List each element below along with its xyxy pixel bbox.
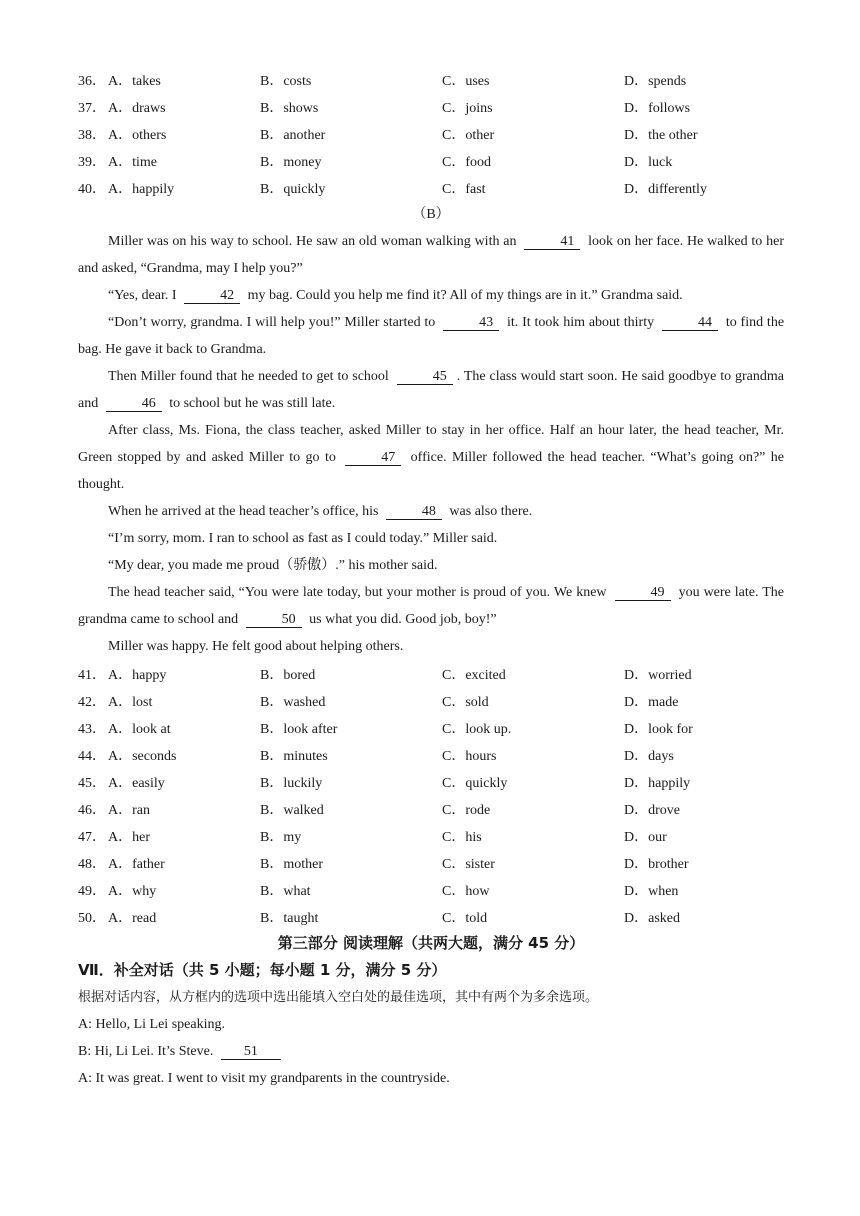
option-d: D．luck [624, 154, 673, 170]
passage-paragraph-2 [78, 282, 784, 309]
question-row-45 [78, 768, 784, 795]
option-a: A．time [108, 154, 157, 170]
option-d: D．when [624, 883, 679, 899]
option-c: C．rode [442, 802, 491, 818]
question-number: 37． [78, 100, 106, 116]
question-number: 39． [78, 154, 106, 170]
option-c: C．excited [442, 667, 506, 683]
option-b: B．my [260, 829, 302, 845]
passage-text: you were late. The grandma came to school and [78, 585, 785, 627]
option-d: D．our [624, 829, 667, 845]
question-row-36 [78, 66, 784, 93]
question-number: 41． [78, 667, 106, 683]
option-c: C．fast [442, 181, 486, 197]
blank-44: 44 [662, 315, 718, 331]
question-row-48 [78, 849, 784, 876]
blank-48: 48 [386, 504, 442, 520]
dialogue-line-2 [78, 1038, 784, 1065]
passage-text: office. Miller followed the head teacher. “What’s going on?” he thought. [78, 450, 784, 492]
passage-paragraph-1 [78, 228, 784, 282]
option-a: A．why [108, 883, 157, 899]
option-a: A．ran [108, 802, 150, 818]
option-c: C．hours [442, 748, 497, 764]
blank-41: 41 [524, 234, 580, 250]
passage-paragraph-5 [78, 417, 784, 498]
passage-text: “Don’t worry, grandma. I will help you!” Miller started to [108, 315, 436, 330]
option-a: A．happy [108, 667, 167, 683]
option-d: D．the other [624, 127, 698, 143]
option-b: B．mother [260, 856, 323, 872]
option-b: B．luckily [260, 775, 323, 791]
passage-text: After class, Ms. Fiona, the class teacher, asked Miller to stay in her office. Half an hour later, the head teacher, Mr. Green stopped by and asked Miller to go to [78, 423, 784, 465]
option-c: C．look up. [442, 721, 512, 737]
passage-paragraph-4 [78, 363, 784, 417]
option-d: D．worried [624, 667, 692, 683]
passage-text: When he arrived at the head teacher’s office, his [108, 504, 379, 519]
question-row-42 [78, 687, 784, 714]
passage-text: Then Miller found that he needed to get to school [108, 369, 389, 384]
part-3-heading: 第三部分 阅读理解（共两大题，满分 45 分） [277, 934, 585, 952]
exam-page [78, 66, 784, 1092]
option-c: C．food [442, 154, 491, 170]
passage-paragraph-7: “I’m sorry, mom. I ran to school as fast as I could today.” Miller said. [108, 531, 498, 546]
question-number: 40． [78, 181, 106, 197]
passage-text: was also there. [449, 504, 533, 519]
option-a: A．others [108, 127, 167, 143]
question-row-41 [78, 660, 784, 687]
question-row-40 [78, 174, 784, 201]
passage-text: The head teacher said, “You were late today, but your mother is proud of you. We knew [108, 585, 607, 600]
option-a: A．look at [108, 721, 171, 737]
option-d: D．spends [624, 73, 687, 89]
option-c: C．sold [442, 694, 489, 710]
option-b: B．minutes [260, 748, 328, 764]
blank-45: 45 [397, 369, 453, 385]
blank-51: 51 [221, 1044, 281, 1060]
option-c: C．quickly [442, 775, 508, 791]
option-a: A．easily [108, 775, 165, 791]
option-b: B．costs [260, 73, 312, 89]
section-7-instruction: 根据对话内容，从方框内的选项中选出能填入空白处的最佳选项，其中有两个为多余选项。 [78, 990, 599, 1005]
blank-43: 43 [443, 315, 499, 331]
blank-42: 42 [184, 288, 240, 304]
question-row-39 [78, 147, 784, 174]
option-a: A．her [108, 829, 150, 845]
section-7-heading: Ⅶ．补全对话（共 5 小题；每小题 1 分，满分 5 分） [78, 961, 447, 979]
top-question-list [78, 66, 784, 201]
passage-text: to find the bag. He gave it back to Grandma. [78, 315, 785, 357]
passage-paragraph-3 [78, 309, 784, 363]
option-d: D．days [624, 748, 674, 764]
blank-47: 47 [345, 450, 401, 466]
option-c: C．his [442, 829, 482, 845]
option-a: A．happily [108, 181, 175, 197]
option-c: C．how [442, 883, 490, 899]
question-number: 44． [78, 748, 106, 764]
option-d: D．follows [624, 100, 691, 116]
dialogue [78, 1011, 784, 1092]
question-list [78, 660, 784, 930]
passage-text: to school but he was still late. [169, 396, 336, 411]
option-a: A．father [108, 856, 165, 872]
question-row-47 [78, 822, 784, 849]
question-row-49 [78, 876, 784, 903]
passage-text: look on her face. He walked to her and asked, “Grandma, may I help you?” [78, 234, 784, 276]
question-number: 36． [78, 73, 106, 89]
question-number: 45． [78, 775, 106, 791]
option-c: C．sister [442, 856, 495, 872]
option-a: A．draws [108, 100, 166, 116]
passage-paragraph-8: “My dear, you made me proud（骄傲）.” his mother said. [108, 558, 438, 573]
option-b: B．another [260, 127, 326, 143]
passage-text: “Yes, dear. I [108, 288, 177, 303]
blank-50: 50 [246, 612, 302, 628]
cloze-passage [78, 228, 784, 660]
option-c: C．joins [442, 100, 493, 116]
dialogue-line-1: A: Hello, Li Lei speaking. [78, 1017, 225, 1032]
blank-46: 46 [106, 396, 162, 412]
question-number: 48． [78, 856, 106, 872]
option-b: B．washed [260, 694, 326, 710]
question-row-37 [78, 93, 784, 120]
passage-paragraph-6 [78, 498, 784, 525]
option-a: A．seconds [108, 748, 177, 764]
option-b: B．look after [260, 721, 338, 737]
option-d: D．asked [624, 910, 680, 926]
option-b: B．what [260, 883, 311, 899]
section-b-label: （B） [412, 207, 450, 222]
question-row-43 [78, 714, 784, 741]
dialogue-text: B: Hi, Li Lei. It’s Steve. [78, 1044, 214, 1059]
question-number: 38． [78, 127, 106, 143]
passage-paragraph-10: Miller was happy. He felt good about helping others. [108, 639, 404, 654]
option-b: B．money [260, 154, 322, 170]
question-number: 43． [78, 721, 106, 737]
passage-text: . The class would start soon. He said goodbye to grandma and [78, 369, 784, 411]
question-row-50 [78, 903, 784, 930]
option-b: B．bored [260, 667, 316, 683]
option-d: D．differently [624, 181, 707, 197]
passage-text: us what you did. Good job, boy!” [309, 612, 497, 627]
question-number: 47． [78, 829, 106, 845]
option-d: D．made [624, 694, 679, 710]
passage-text: Miller was on his way to school. He saw an old woman walking with an [108, 234, 517, 249]
question-number: 42． [78, 694, 106, 710]
question-row-38 [78, 120, 784, 147]
option-b: B．quickly [260, 181, 326, 197]
option-b: B．shows [260, 100, 319, 116]
option-d: D．drove [624, 802, 680, 818]
option-b: B．taught [260, 910, 319, 926]
option-c: C．other [442, 127, 495, 143]
dialogue-line-3: A: It was great. I went to visit my grandparents in the countryside. [78, 1071, 450, 1086]
option-a: A．lost [108, 694, 153, 710]
question-number: 50． [78, 910, 106, 926]
question-row-46 [78, 795, 784, 822]
option-a: A．read [108, 910, 157, 926]
question-row-44 [78, 741, 784, 768]
blank-49: 49 [615, 585, 671, 601]
option-a: A．takes [108, 73, 161, 89]
question-number: 49． [78, 883, 106, 899]
option-d: D．brother [624, 856, 689, 872]
option-c: C．uses [442, 73, 490, 89]
option-b: B．walked [260, 802, 324, 818]
option-d: D．look for [624, 721, 693, 737]
passage-text: it. It took him about thirty [506, 315, 655, 330]
passage-paragraph-9 [78, 579, 784, 633]
option-d: D．happily [624, 775, 691, 791]
passage-text: my bag. Could you help me find it? All of my things are in it.” Grandma said. [247, 288, 683, 303]
question-number: 46． [78, 802, 106, 818]
option-c: C．told [442, 910, 488, 926]
